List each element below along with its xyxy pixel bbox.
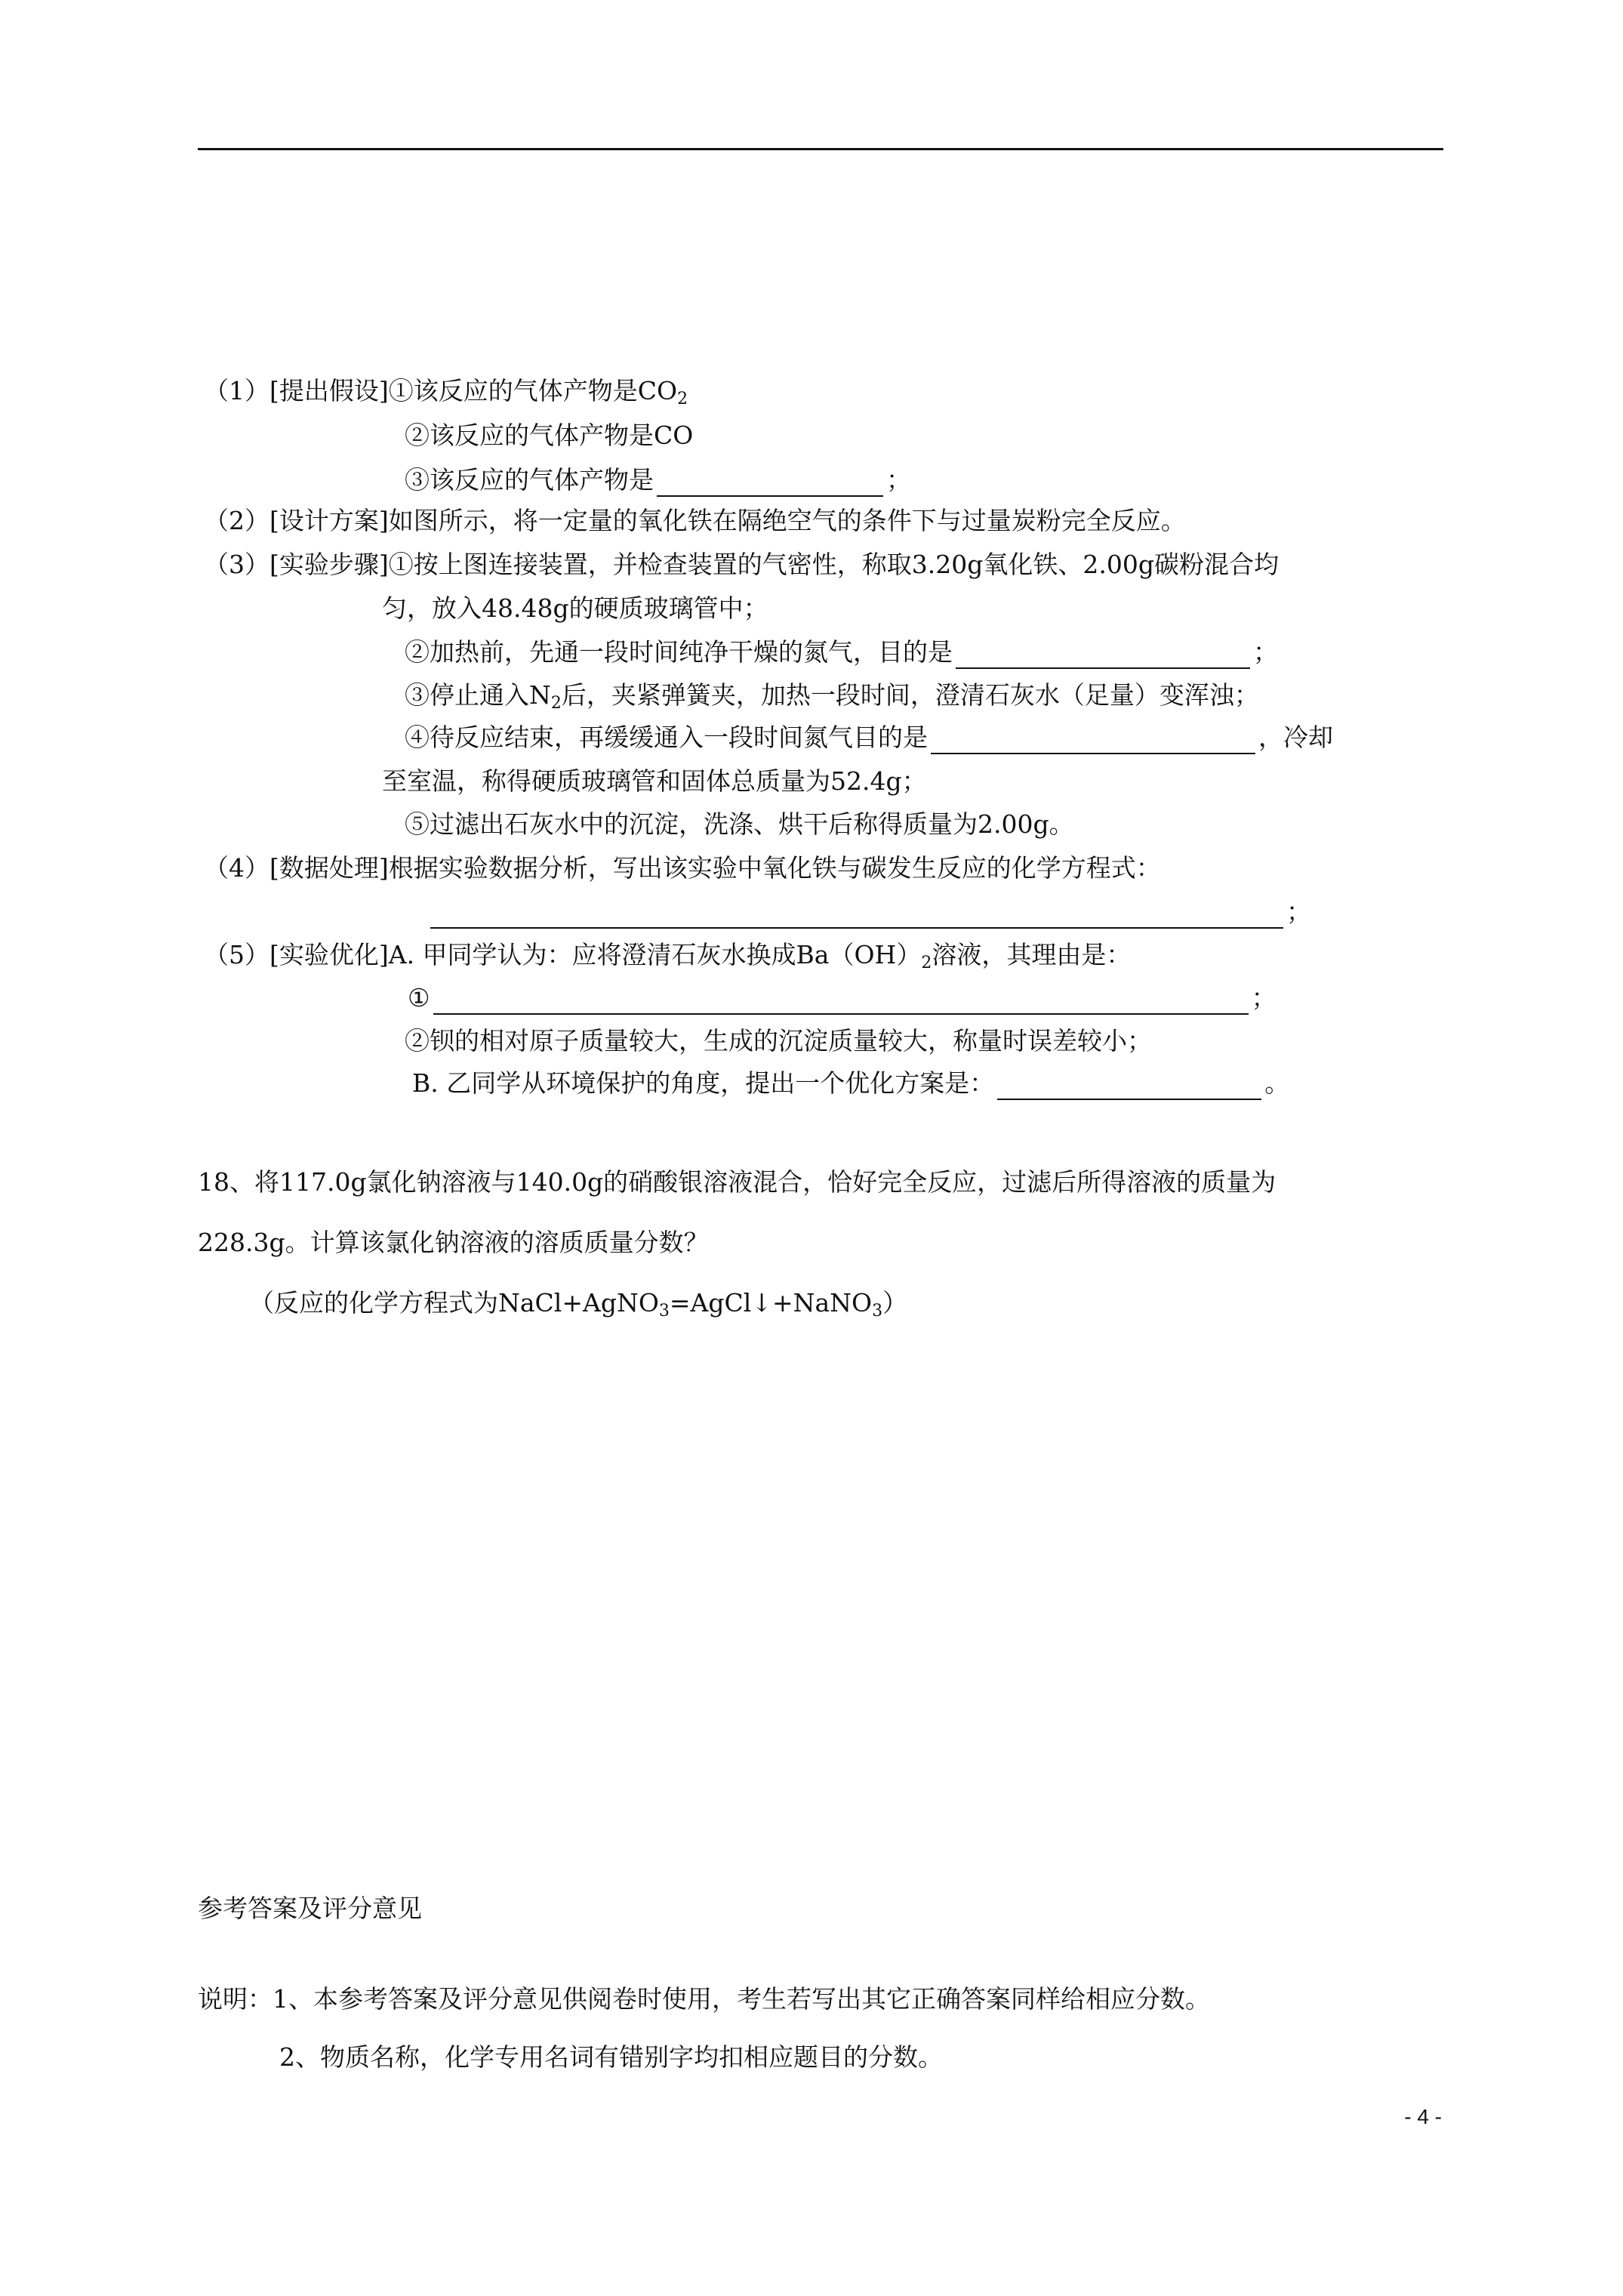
q17-part1-hypothesis-2: ②该反应的气体产物是CO bbox=[405, 421, 694, 450]
q18-equation: （反应的化学方程式为NaCl+AgNO$_3$=AgCl↓+NaNO$_3$） bbox=[249, 1288, 908, 1321]
answer-blank bbox=[931, 727, 1255, 754]
page-number: - 4 - bbox=[1404, 2105, 1442, 2128]
q17-part5-option-b: B. 乙同学从环境保护的角度，提出一个优化方案是： 。 bbox=[412, 1067, 1289, 1100]
q17-part5-reason-1: ① ； bbox=[408, 982, 1277, 1015]
q17-part2-design: （2）[设计方案]如图所示，将一定量的氧化铁在隔绝空气的条件下与过量炭粉完全反应。 bbox=[204, 506, 1186, 535]
q17-part1-hypothesis-3: ③该反应的气体产物是 ； bbox=[405, 464, 911, 497]
q17-part3-step1-cont: 匀，放入48.48g的硬质玻璃管中； bbox=[382, 593, 768, 623]
q17-part3-step5: ⑤过滤出石灰水中的沉淀，洗涤、烘干后称得质量为2.00g。 bbox=[405, 809, 1074, 839]
q17-part4-equation-line: ； bbox=[427, 895, 1311, 929]
q17-part1-hypothesis-1: （1）[提出假设]①该反应的气体产物是$CO_2$ bbox=[204, 376, 688, 408]
q17-part3-step1: （3）[实验步骤]①按上图连接装置，并检查装置的气密性，称取3.20g氧化铁、2.00g碳粉混合均 bbox=[204, 550, 1279, 579]
q18-line1: 18、将117.0g氯化钠溶液与140.0g的硝酸银溶液混合，恰好完全反应，过滤后所得溶液的质量为 bbox=[198, 1167, 1277, 1197]
header-rule bbox=[198, 148, 1443, 150]
answer-blank bbox=[433, 988, 1249, 1015]
q17-part3-step4-cont: 至室温，称得硬质玻璃管和固体总质量为52.4g； bbox=[382, 766, 927, 796]
answer-blank bbox=[430, 901, 1283, 929]
answer-blank bbox=[956, 642, 1250, 669]
answer-blank bbox=[657, 470, 883, 497]
answers-note-2: 2、物质名称，化学专用名词有错别字均扣相应题目的分数。 bbox=[279, 2042, 943, 2072]
q17-part3-step4: ④待反应结束，再缓缓通入一段时间氮气目的是 ，冷却 bbox=[405, 721, 1333, 754]
answers-title: 参考答案及评分意见 bbox=[198, 1894, 422, 1923]
q17-part5-option-a: （5）[实验优化]A. 甲同学认为：应将澄清石灰水换成$Ba(OH)_2$溶液，其理由是： bbox=[204, 940, 1132, 972]
q17-part3-step2: ②加热前，先通一段时间纯净干燥的氮气，目的是 ； bbox=[405, 636, 1278, 669]
q17-part4-data: （4）[数据处理]根据实验数据分析，写出该实验中氧化铁与碳发生反应的化学方程式： bbox=[204, 853, 1161, 883]
q17-part5-reason-2: ②钡的相对原子质量较大，生成的沉淀质量较大，称量时误差较小； bbox=[405, 1026, 1152, 1056]
answer-blank bbox=[997, 1073, 1261, 1100]
q17-part3-step3: ③停止通入$N_2$后，夹紧弹簧夹，加热一段时间，澄清石灰水（足量）变浑浊； bbox=[405, 680, 1259, 713]
answers-note-1: 说明：1、本参考答案及评分意见供阅卷时使用，考生若写出其它正确答案同样给相应分数。 bbox=[198, 1984, 1210, 2014]
q18-line2: 228.3g。计算该氯化钠溶液的溶质质量分数？ bbox=[198, 1228, 709, 1257]
